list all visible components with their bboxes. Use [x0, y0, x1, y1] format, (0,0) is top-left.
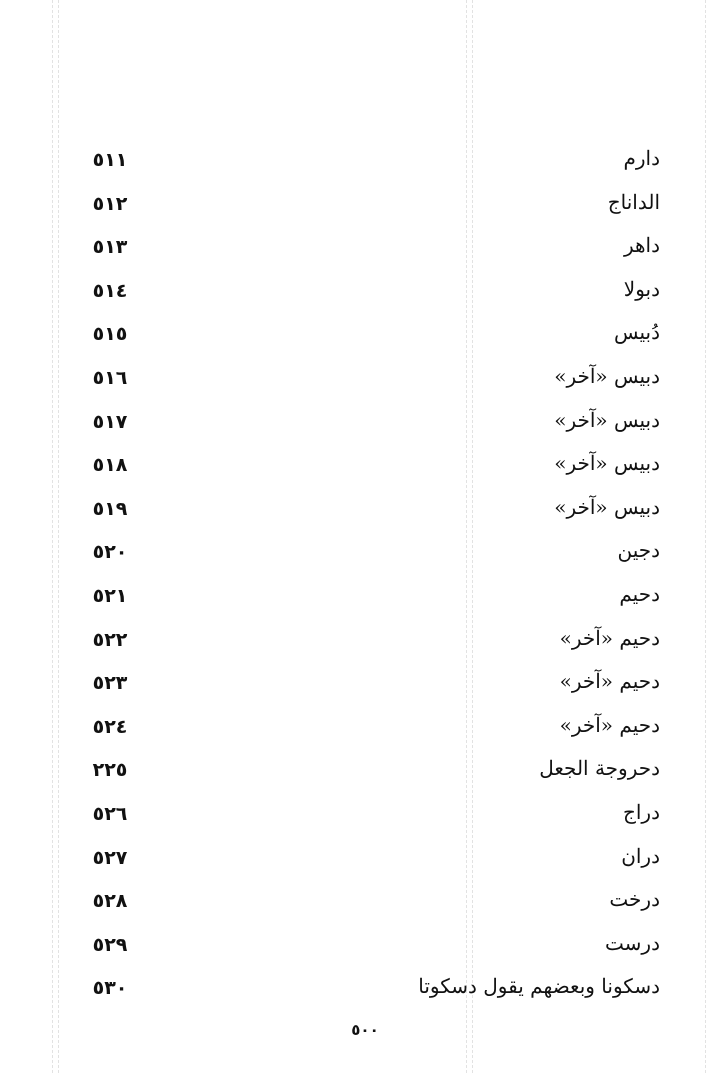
index-entry [80, 487, 660, 531]
index-entry [80, 225, 660, 269]
entry-number: ٥٢٣ [92, 672, 128, 695]
entry-name: دبيس «آخر» [554, 363, 660, 388]
index-entry [80, 836, 660, 880]
entry-number: ٥١٤ [92, 279, 128, 302]
entry-name: دجين [617, 538, 660, 563]
entry-number: ٥١٣ [92, 236, 128, 259]
entry-name: دحيم [619, 581, 660, 606]
entry-number: ٥٢٠ [92, 541, 128, 564]
entry-number: ٥٢١ [92, 584, 128, 607]
entry-number: ٥٢٧ [92, 846, 128, 869]
index-entry [80, 182, 660, 226]
entry-name: دحروجة الجعل [539, 756, 660, 781]
scan-guide-line [52, 0, 53, 1073]
entry-number: ٥١٩ [92, 497, 128, 520]
entry-number: ٥٢٨ [92, 890, 128, 913]
entry-name: الداناج [607, 189, 660, 214]
entry-number: ٥٢٩ [92, 933, 128, 956]
entry-name: دحيم «آخر» [559, 712, 660, 737]
index-entry [80, 138, 660, 182]
index-list [80, 138, 660, 1010]
index-entry [80, 356, 660, 400]
index-entry [80, 443, 660, 487]
index-entry [80, 923, 660, 967]
index-entry [80, 574, 660, 618]
page-number: ٥٠٠ [351, 1021, 379, 1039]
index-entry [80, 792, 660, 836]
entry-name: دبيس «آخر» [554, 494, 660, 519]
entry-number: ٥١١ [92, 149, 128, 171]
scan-guide-line [705, 0, 706, 1073]
index-entry [80, 269, 660, 313]
entry-number: ٥١٧ [92, 410, 128, 433]
entry-number: ٥٢٦ [92, 802, 128, 825]
entry-name: دحيم «آخر» [559, 625, 660, 650]
scan-guide-line [58, 0, 59, 1073]
index-entry [80, 748, 660, 792]
entry-number: ٥١٢ [92, 192, 128, 215]
index-entry [80, 661, 660, 705]
entry-name: دُبيس [613, 320, 660, 345]
index-entry [80, 400, 660, 444]
entry-number: ٥٣٠ [92, 977, 128, 1000]
index-entry [80, 966, 660, 1010]
entry-number: ٥٢٢ [92, 628, 128, 651]
index-entry [80, 705, 660, 749]
entry-name: دبيس «آخر» [554, 451, 660, 476]
entry-name: دران [621, 843, 660, 868]
entry-name: دبيس «آخر» [554, 407, 660, 432]
index-entry [80, 530, 660, 574]
entry-name: دبولا [623, 276, 660, 301]
entry-name: درخت [609, 887, 660, 912]
entry-name: درست [605, 930, 660, 955]
index-entry [80, 618, 660, 662]
entry-number: ٥١٥ [92, 323, 128, 346]
entry-name: داهر [623, 233, 660, 258]
entry-name: دحيم «آخر» [559, 669, 660, 694]
entry-number: ٥٢٤ [92, 715, 128, 738]
entry-number: ٥١٨ [92, 454, 128, 477]
entry-number: ٢٢٥ [92, 759, 128, 782]
entry-name: دارم [623, 146, 660, 170]
index-entry [80, 312, 660, 356]
entry-name: دراج [622, 799, 660, 824]
index-entry [80, 879, 660, 923]
entry-name: دسكونا وبعضهم يقول دسكوتا [418, 974, 660, 999]
entry-number: ٥١٦ [92, 366, 128, 389]
